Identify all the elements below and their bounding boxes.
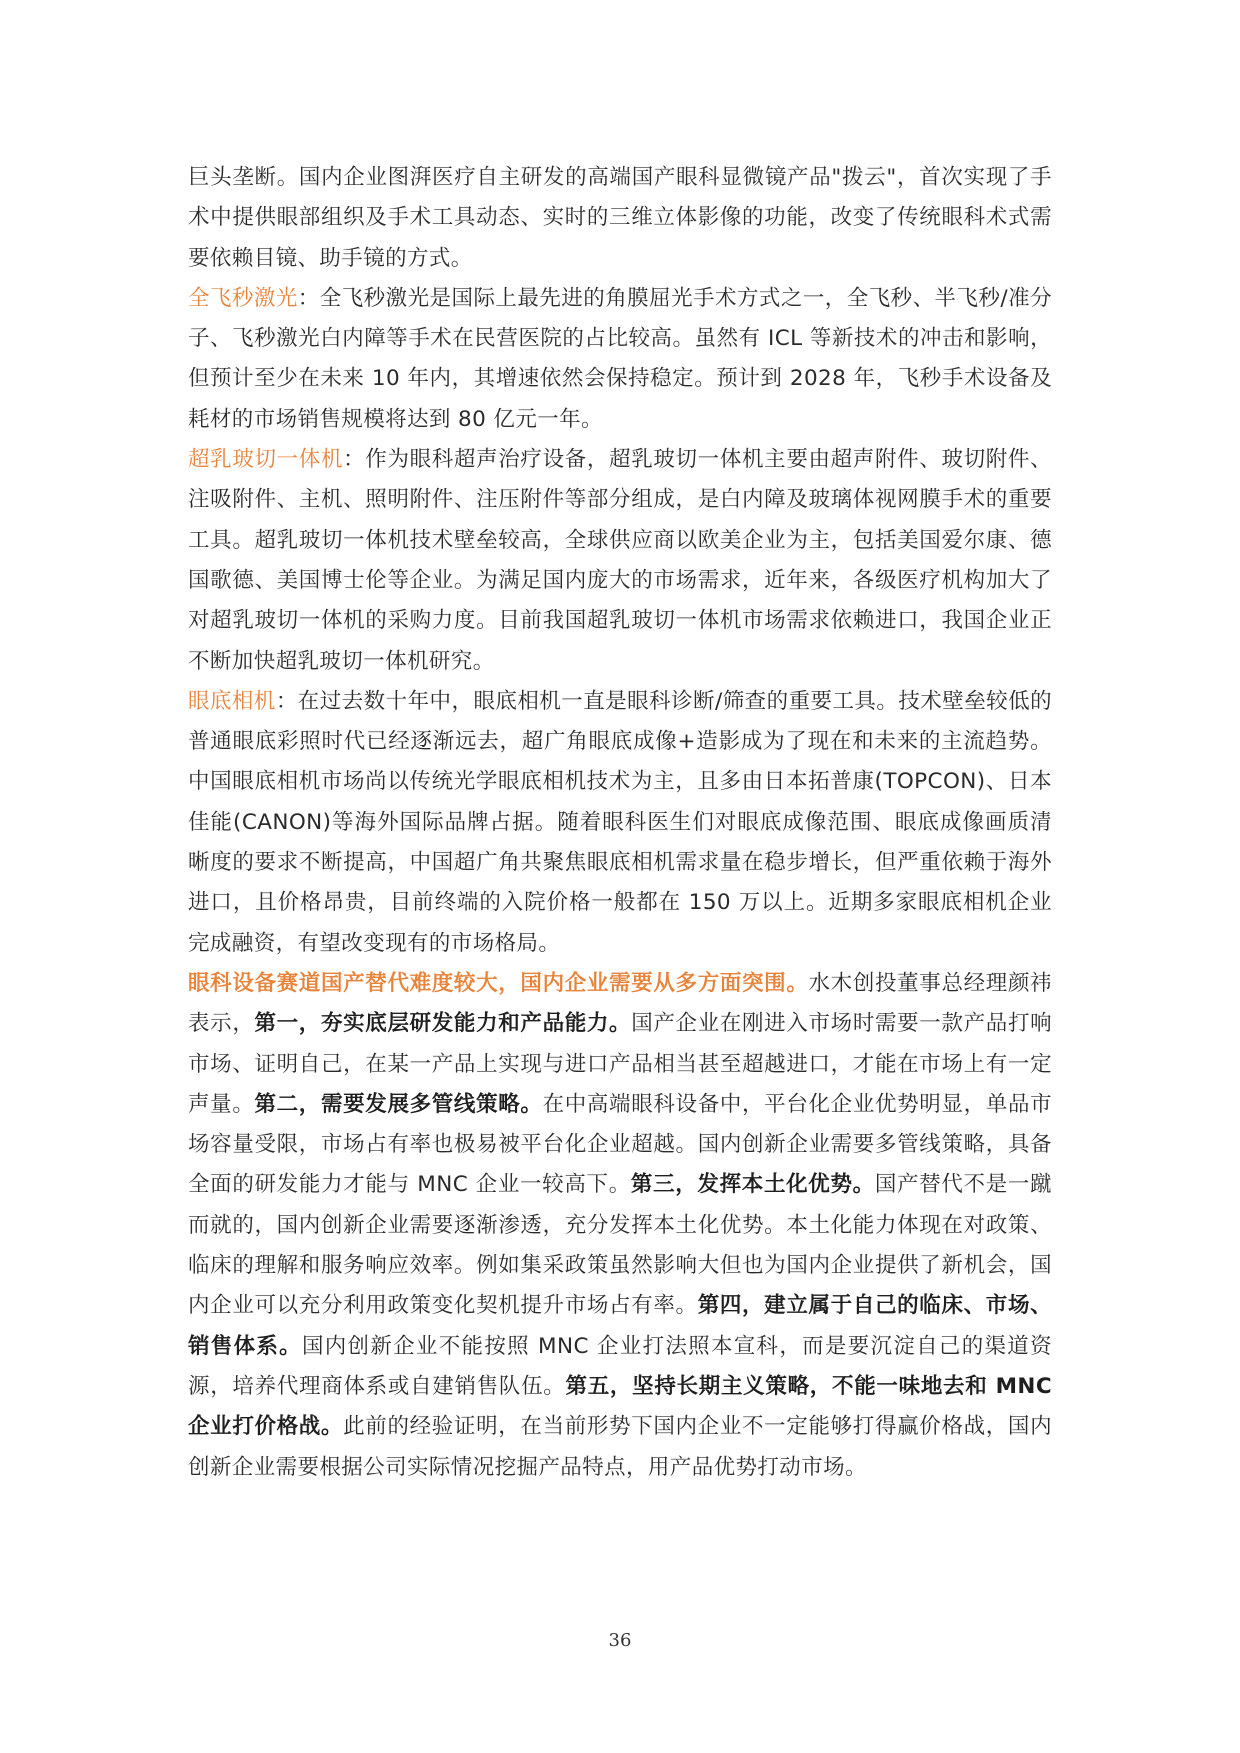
paragraph-microscope: [188, 158, 1052, 279]
paragraph-femtosecond-laser: [188, 279, 1052, 440]
strategy-point-2: 第二，需要发展多管线策略。: [254, 1091, 543, 1117]
strategy-point-1: 第一，夯实底层研发能力和产品能力。: [254, 1011, 632, 1037]
term-phaco-vitrectomy: 超乳玻切一体机: [188, 447, 344, 473]
paragraph-text: 国产替代不是一蹴而就的，国内创新企业需要逐渐渗透，充分发挥本土化优势。本土化能力体现在对政策、临床的理解和服务响应效率。例如集采政策虽然影响大但也为国内企业提供了新机会，国内企业可以充分利用政策变化契机提升市场占有率。: [188, 1172, 1052, 1319]
strategy-point-5: 第五，坚持长期主义策略，不能一味地去和 MNC 企业打价格战。: [188, 1373, 1052, 1440]
paragraph-text: 在中高端眼科设备中，平台化企业优势明显，单品市场容量受限，市场占有率也极易被平台化企业超越。国内创新企业需要多管线策略，具备全面的研发能力才能与 MNC 企业一较高下。: [188, 1091, 1053, 1198]
page-number: 36: [608, 1630, 632, 1651]
paragraph-text: 此前的经验证明，在当前形势下国内企业不一定能够打得赢价格战，国内创新企业需要根据公司实际情况挖掘产品特点，用产品优势打动市场。: [188, 1414, 1052, 1480]
strategy-point-4: 第四，建立属于自己的临床、市场、销售体系。: [188, 1293, 1053, 1359]
paragraph-text: ：在过去数十年中，眼底相机一直是眼科诊断/筛查的重要工具。技术壁垒较低的普通眼底彩照时代已经逐渐远去，超广角眼底成像+造影成为了现在和未来的主流趋势。中国眼底相机市场尚以传统光学眼底相机技术为主，且多由日本拓普康(TOPCON)、日本佳能(CANON)等海外国际品牌占据。随着眼科医生们对眼底成像范围、眼底成像画质清晰度的要求不断提高，中国超广角共聚焦眼底相机需求量在稳步增长，但严重依赖于海外进口，且价格昂贵，目前终端的入院价格一般都在 150 万以上。近期多家眼底相机企业完成融资，有望改变现有的市场格局。: [188, 688, 1052, 956]
paragraph-phaco-vitrectomy: [188, 440, 1052, 682]
paragraph-text: 水木创投董事总经理颜祎表示，: [188, 970, 1053, 1037]
paragraph-text: 国产企业在刚进入市场时需要一款产品打响市场、证明自己，在某一产品上实现与进口产品相当甚至超越进口，才能在市场上有一定声量。: [188, 1011, 1052, 1117]
paragraph-text: 国内创新企业不能按照 MNC 企业打法照本宣科，而是要沉淀自己的渠道资源，培养代理商体系或自建销售队伍。: [188, 1333, 1052, 1399]
paragraph-text: 巨头垄断。国内企业图湃医疗自主研发的高端国产眼科显微镜产品"拨云"，首次实现了手术中提供眼部组织及手术工具动态、实时的三维立体影像的功能，改变了传统眼科术式需要依赖目镜、助手镜的方式。: [188, 165, 1052, 271]
paragraph-text: ：作为眼科超声治疗设备，超乳玻切一体机主要由超声附件、玻切附件、注吸附件、主机、照明附件、注压附件等部分组成，是白内障及玻璃体视网膜手术的重要工具。超乳玻切一体机技术壁垒较高，全球供应商以欧美企业为主，包括美国爱尔康、德国歌德、美国博士伦等企业。为满足国内庞大的市场需求，近年来，各级医疗机构加大了对超乳玻切一体机的采购力度。目前我国超乳玻切一体机市场需求依赖进口，我国企业正不断加快超乳玻切一体机研究。: [188, 447, 1052, 674]
body-content: [188, 158, 1052, 1488]
term-fundus-camera: 眼底相机: [188, 688, 276, 714]
term-femtosecond-laser: 全飞秒激光: [188, 285, 298, 311]
paragraph-strategy: [188, 964, 1052, 1488]
paragraph-text: ：全飞秒激光是国际上最先进的角膜屈光手术方式之一，全飞秒、半飞秒/准分子、飞秒激光白内障等手术在民营医院的占比较高。虽然有 ICL 等新技术的冲击和影响，但预计至少在未来 10 年内，其增速依然会保持稳定。预计到 2028 年，飞秒手术设备及耗材的市场销售规模将达到 80 亿元一年。: [188, 285, 1052, 432]
strategy-headline: 眼科设备赛道国产替代难度较大，国内企业需要从多方面突围。: [188, 970, 809, 996]
strategy-point-3: 第三，发挥本土化优势。: [630, 1172, 875, 1198]
paragraph-fundus-camera: [188, 682, 1052, 964]
